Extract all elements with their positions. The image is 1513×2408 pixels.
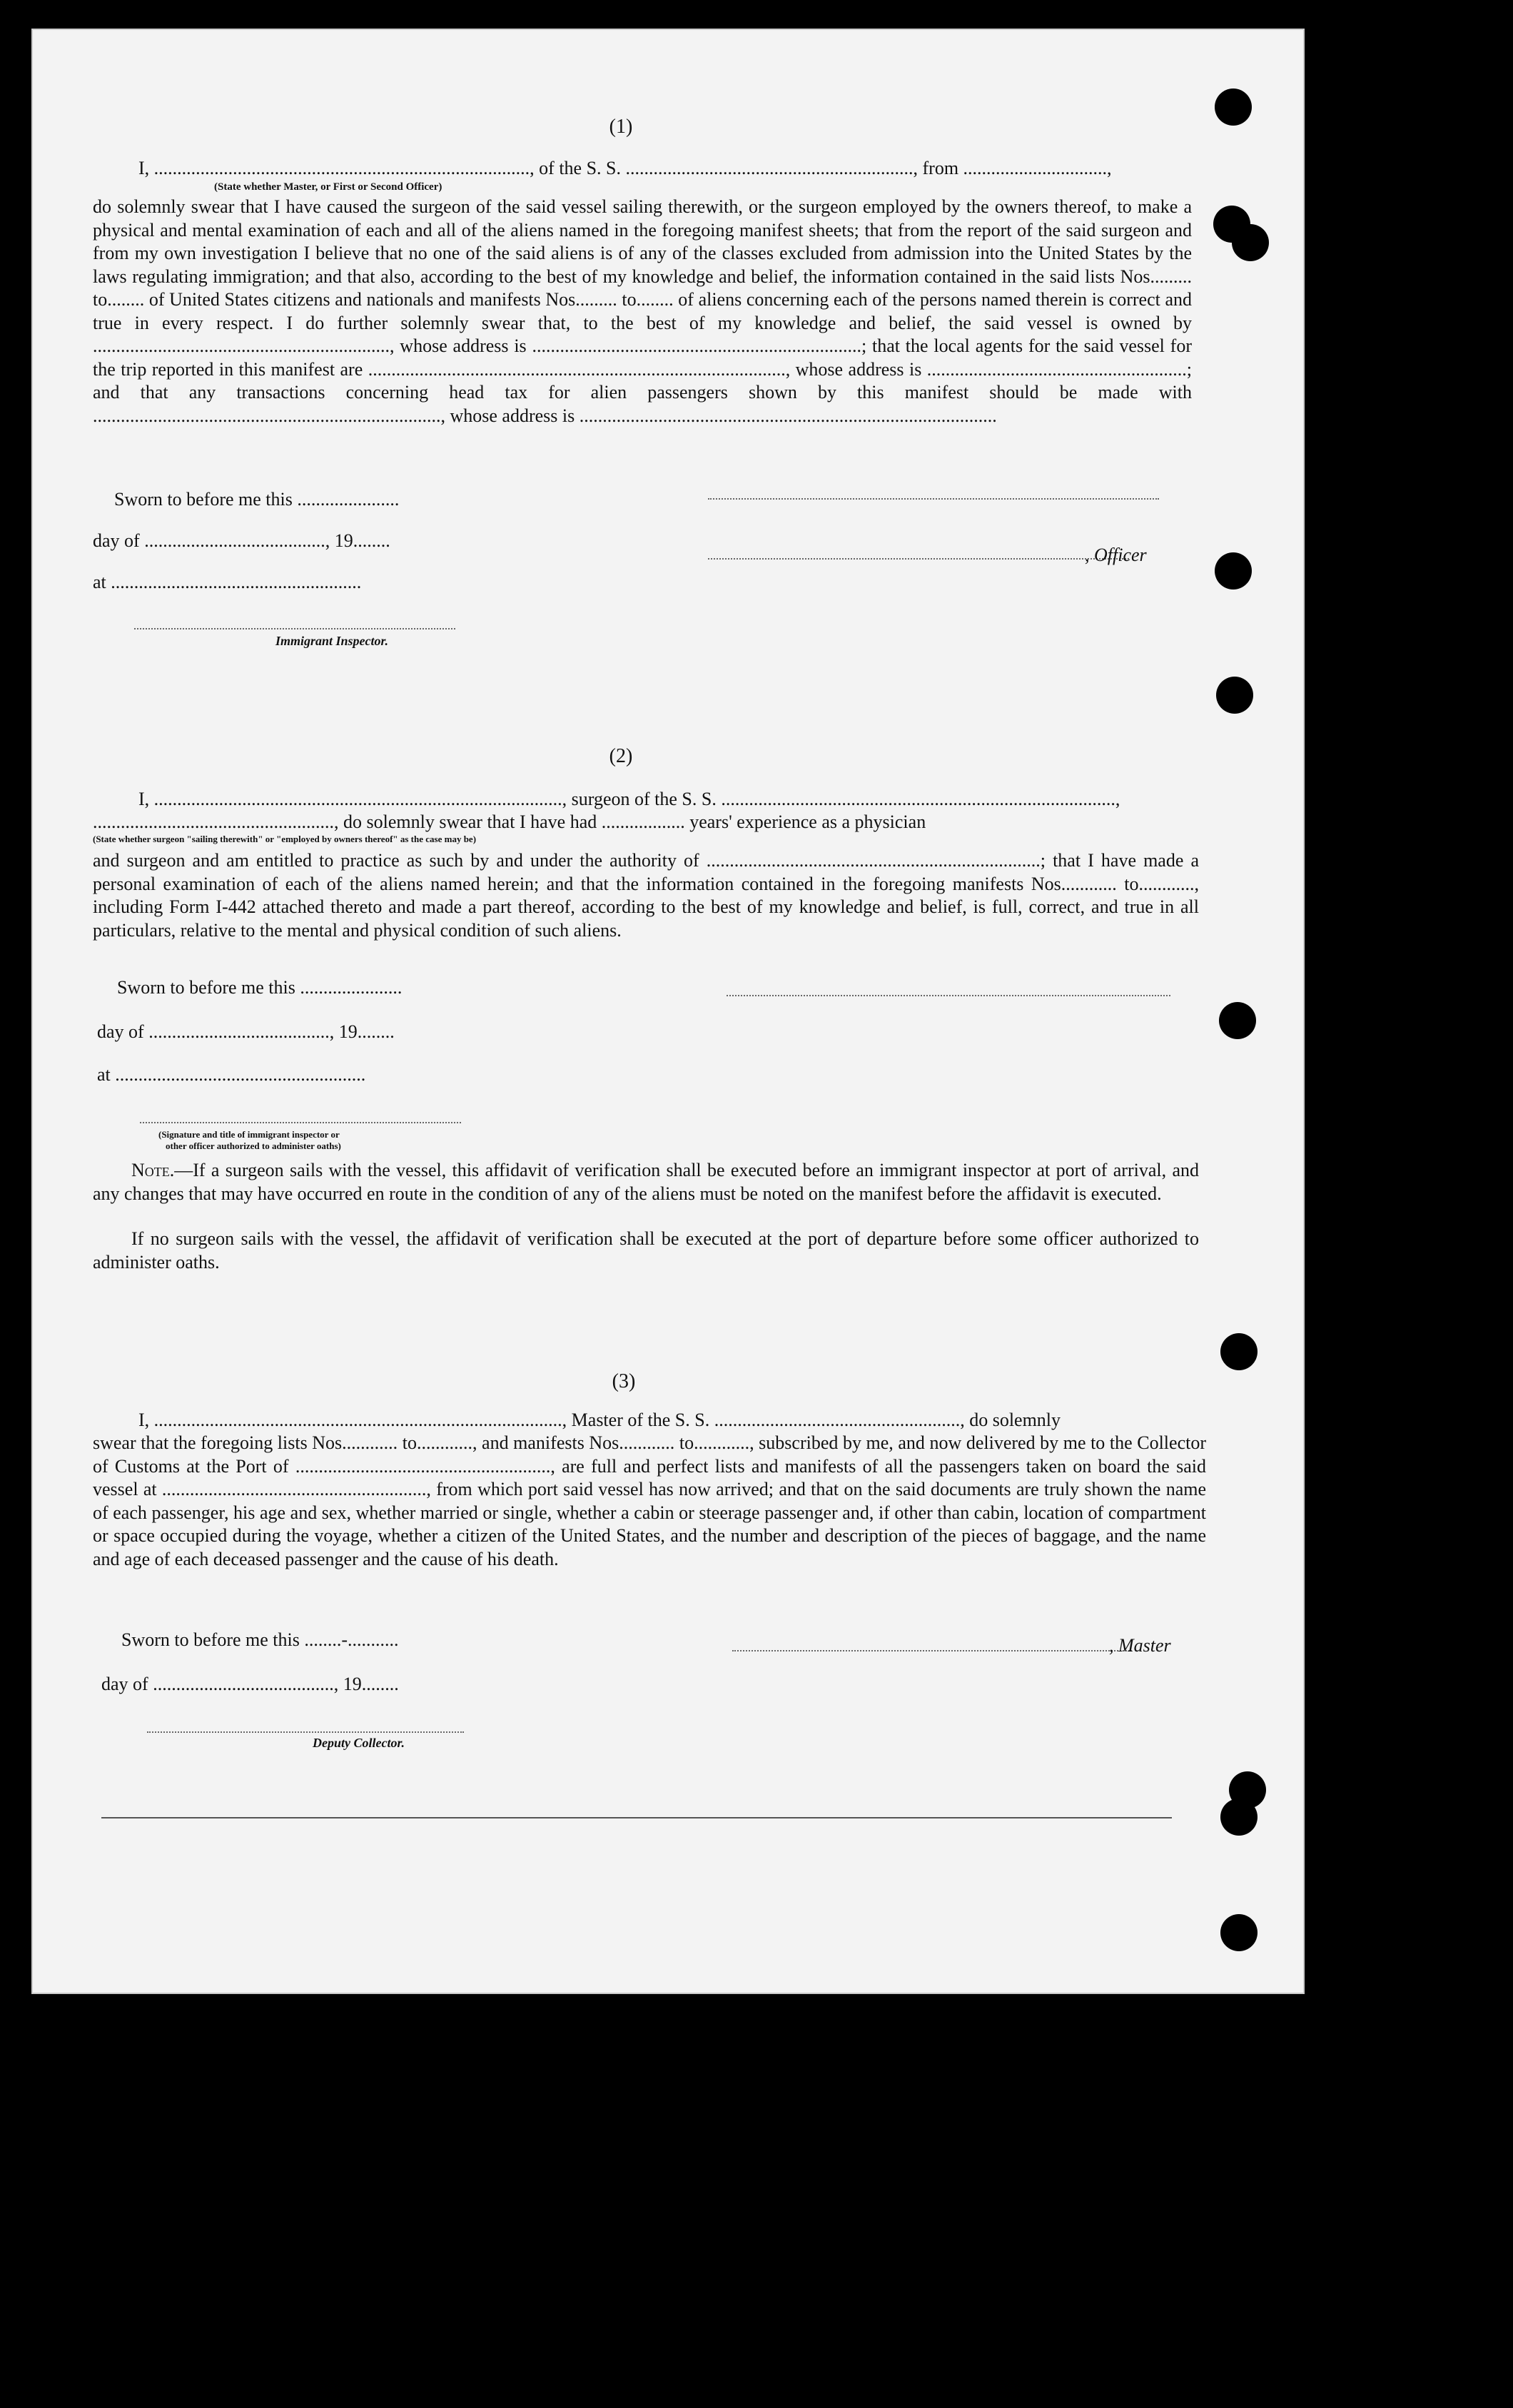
punch-hole (1219, 1002, 1256, 1039)
section-3-day: day of ......................................., 19........ (101, 1674, 399, 1694)
section-2-number: (2) (609, 745, 633, 767)
section-1-signature-line (708, 498, 1159, 500)
section-1-inspector-line (134, 628, 455, 629)
punch-hole (1215, 552, 1252, 590)
punch-hole (1220, 1799, 1258, 1836)
section-3-sworn: Sworn to before me this ........-........... (121, 1629, 399, 1650)
section-2-oath-line: I, ........................................................................................, surgeon of the S. S. ....................................................................................., (138, 789, 1120, 809)
section-3-master-line (732, 1650, 1132, 1651)
section-1-caption: (State whether Master, or First or Second Officer) (214, 181, 442, 193)
section-2-note (93, 1159, 1199, 1205)
bottom-rule (101, 1817, 1172, 1818)
section-3-collector-label: Deputy Collector. (313, 1736, 405, 1750)
section-1-day: day of ......................................., 19........ (93, 530, 390, 551)
section-3-oath-line: I, ........................................................................................, Master of the S. S. ....................................................., do solemnly (138, 1410, 1061, 1430)
section-1-body: do solemnly swear that I have caused the surgeon of the said vessel sailing therewith, or the surgeon employed by the owners thereof, to make a physical and mental examination of each and all of the aliens named in the foregoing manifest sheets; that from the report of the said surgeon and from my own investigation I believe that no one of the said aliens is of any of the classes excluded from admission into the United States by the laws regulating immigration; and that also, according to the best of my knowledge and belief, the information contained in the said lists Nos......... to........ of United States citizens and nationals and manifests Nos......... to........ of aliens concerning each of the persons named therein is correct and true in every respect. I do further solemnly swear that, to the best of my knowledge and belief, the said vessel is owned by ................................................................, whose address is .......................................................................; that the local agents for the said vessel for the trip reported in this manifest are .........................................................................................., whose address is ........................................................; and that any transactions concerning head tax for alien passengers shown by this manifest should be made with ..........................................................................., whose address is .......................................................................................... (93, 196, 1192, 426)
section-2-inspector-line (140, 1122, 461, 1123)
note-text-1: —If a surgeon sails with the vessel, this affidavit of verification shall be executed before an immigrant inspector at port of arrival, and any changes that may have occurred en route in the condition of any of the aliens must be noted on the manifest before the affidavit is executed. (93, 1160, 1199, 1204)
section-2-day: day of ......................................., 19........ (97, 1021, 395, 1042)
section-2-caption: (State whether surgeon "sailing therewith" or "employed by owners thereof" as the case may be) (93, 834, 477, 844)
section-1-officer-line (708, 558, 1129, 560)
section-1-officer-label: , Officer (1085, 545, 1147, 565)
section-2-sig-caption-1: (Signature and title of immigrant inspector or (158, 1129, 340, 1140)
section-3-master-label: , Master (1109, 1635, 1171, 1656)
punch-hole (1220, 1914, 1258, 1951)
section-2-note-2: If no surgeon sails with the vessel, the affidavit of verification shall be executed at the port of departure before some officer authorized to administer oaths. (93, 1228, 1199, 1273)
section-2-at: at ...................................................... (97, 1064, 366, 1085)
section-1-oath-line: I, ................................................................................., of the S. S. .............................................................., from ..............................., (138, 158, 1112, 178)
section-2-sworn: Sworn to before me this ...................... (117, 977, 403, 998)
section-3-collector-line (147, 1731, 464, 1733)
section-3-number: (3) (612, 1370, 636, 1392)
section-1-number: (1) (609, 116, 633, 138)
punch-hole (1220, 1333, 1258, 1370)
section-1-at: at ...................................................... (93, 572, 362, 592)
section-2-experience-line: ...................................................., do solemnly swear that I have had .................. years' experience as a physician (93, 811, 926, 832)
punch-hole (1232, 224, 1269, 261)
punch-hole (1215, 88, 1252, 126)
section-2-body: and surgeon and am entitled to practice as such by and under the authority of ........................................................................; that I have made a personal examination of each of the aliens named herein; and that the information contained in the foregoing manifests Nos............ to............, including Form I-442 attached thereto and made a part thereof, according to the best of my knowledge and belief, is full, correct, and true in all particulars, relative to the mental and physical condition of such aliens. (93, 850, 1199, 941)
section-2-signature-line (727, 995, 1170, 996)
section-3-body: swear that the foregoing lists Nos............ to............, and manifests Nos............ to............, subscribed by me, and now delivered by me to the Collector of Customs at the Port of ......................................................., are full and perfect lists and manifests of all the passengers taken on board the said vessel at ........................................................., from which port said vessel has now arrived; and that on the said documents are truly shown the name of each passenger, his age and sex, whether married or single, whether a cabin or steerage passenger and, if other than cabin, location of compartment or space occupied during the voyage, whether a citizen of the United States, and the number and description of the pieces of baggage, and the name and age of each deceased passenger and the cause of his death. (93, 1432, 1206, 1569)
punch-hole (1216, 677, 1253, 714)
section-1-sworn: Sworn to before me this ...................... (114, 489, 400, 510)
manifest-affidavit-page (31, 29, 1305, 1994)
note-label: Note. (131, 1160, 175, 1180)
section-2-sig-caption-2: other officer authorized to administer oaths) (166, 1140, 341, 1151)
section-1-inspector-label: Immigrant Inspector. (275, 634, 389, 648)
